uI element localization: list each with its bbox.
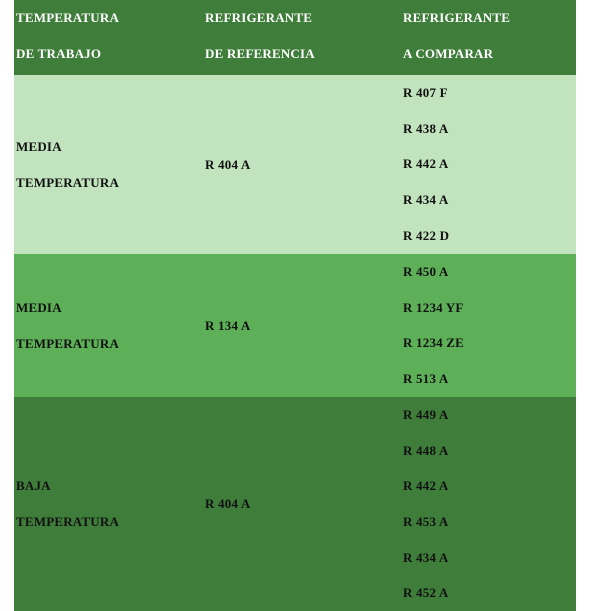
temperature-label: TEMPERATURA [16,335,120,351]
temperature-label: TEMPERATURA [16,514,120,529]
table-row-group [14,254,576,397]
reference-refrigerant: R 404 A [205,156,251,172]
table-row-group [14,397,576,611]
compare-cell [401,397,576,611]
temperature-cell [14,254,203,397]
temperature-label: MEDIA [16,138,62,154]
compare-refrigerant: R 513 A [403,371,449,387]
compare-refrigerant: R 442 A [403,156,449,172]
header-refrigerante-de-referencia [203,0,401,75]
compare-refrigerant: R 422 D [403,227,450,243]
header-temperatura-de-trabajo [14,0,203,75]
header-text: REFRIGERANTE [403,10,511,25]
reference-cell [203,254,401,397]
reference-refrigerant: R 404 A [205,496,251,511]
temperature-label: MEDIA [16,299,62,315]
compare-refrigerant: R 452 A [403,585,449,601]
temperature-label: TEMPERATURA [16,174,120,190]
compare-refrigerant: R 442 A [403,478,449,494]
refrigerant-table [14,0,576,611]
table-header [14,0,576,75]
header-text: REFRIGERANTE [205,10,313,25]
compare-refrigerant: R 438 A [403,120,449,136]
header-text: DE TRABAJO [16,45,102,61]
table-row-group [14,75,576,254]
compare-refrigerant: R 1234 ZE [403,335,465,351]
compare-refrigerant: R 407 F [403,85,448,100]
reference-cell [203,75,401,254]
reference-refrigerant: R 134 A [205,317,251,333]
compare-refrigerant: R 434 A [403,192,449,208]
compare-refrigerant: R 449 A [403,407,449,422]
compare-refrigerant: R 434 A [403,549,449,565]
reference-cell [203,397,401,611]
compare-refrigerant: R 453 A [403,514,449,530]
header-text: A COMPARAR [403,45,494,61]
compare-cell [401,254,576,397]
temperature-cell [14,75,203,254]
compare-refrigerant: R 1234 YF [403,299,464,315]
header-text: TEMPERATURA [16,10,120,25]
compare-refrigerant: R 448 A [403,442,449,458]
temperature-cell [14,397,203,611]
header-refrigerante-a-comparar [401,0,576,75]
temperature-label: BAJA [16,478,51,494]
compare-cell [401,75,576,254]
header-text: DE REFERENCIA [205,45,315,61]
compare-refrigerant: R 450 A [403,264,449,279]
